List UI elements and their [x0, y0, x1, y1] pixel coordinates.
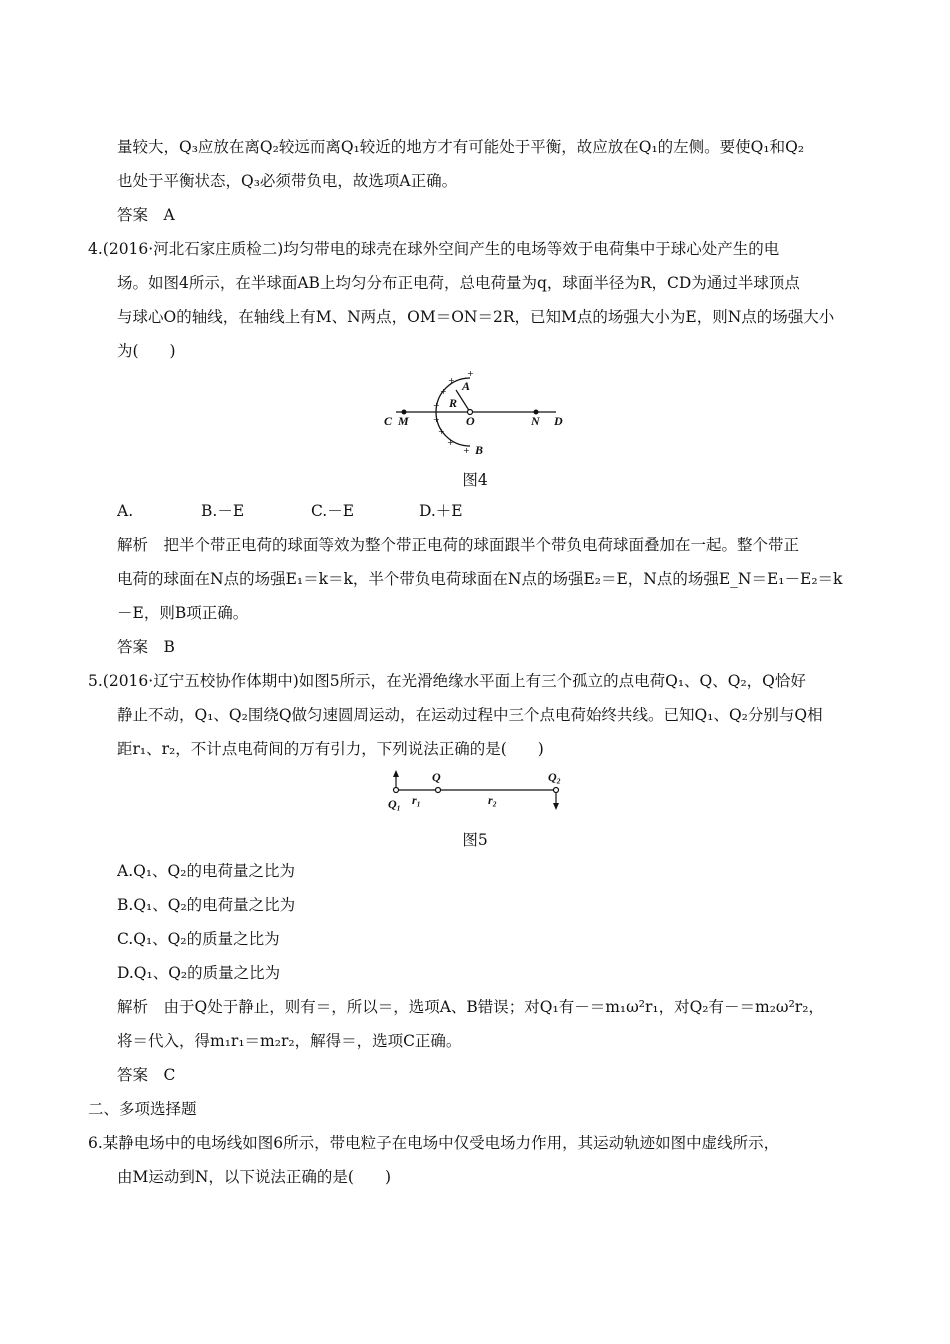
plus-charge-6: + — [438, 427, 445, 436]
q5-option-a[interactable]: A.Q₁、Q₂的电荷量之比为 — [117, 862, 295, 880]
q4-stem-line-4: 为( ) — [117, 342, 176, 360]
label-O: O — [466, 414, 475, 428]
q3-text-line-1: 量较大，Q₃应放在离Q₂较远而离Q₁较近的地方才有可能处于平衡，故应放在Q₁的左侧。要使Q₁和Q₂ — [117, 138, 805, 156]
q5-option-d[interactable]: D.Q₁、Q₂的质量之比为 — [117, 964, 281, 982]
q4-stem-line-3: 与球心O的轴线，在轴线上有M、N两点，OM＝ON＝2R，已知M点的场强大小为E，则N点的场强大小 — [117, 308, 835, 326]
q4-stem-line-2: 场。如图4所示，在半球面AB上均匀分布正电荷，总电荷量为q，球面半径为R，CD为通过半球顶点 — [117, 274, 800, 292]
plus-charge-2: + — [448, 376, 455, 385]
plus-charge-5: + — [433, 415, 440, 424]
q4-stem-line-1: 4.(2016·河北石家庄质检二)均匀带电的球壳在球外空间产生的电场等效于电荷集中于球心处产生的电 — [88, 240, 780, 258]
label-Q1: Q₁ — [388, 797, 401, 811]
q4-option-b[interactable]: B.－E — [201, 502, 245, 520]
charge-Q-dot — [436, 788, 441, 793]
label-r2: r₂ — [488, 793, 497, 807]
label-Q: Q — [432, 770, 441, 784]
q2-arrowhead — [553, 803, 559, 810]
q6-stem-line-2: 由M运动到N，以下说法正确的是( ) — [117, 1168, 392, 1186]
q5-analysis-line-1: 解析 由于Q处于静止，则有＝，所以＝，选项A、B错误；对Q₁有－＝m₁ω²r₁，对Q₂有－＝m₂ω²r₂， — [117, 998, 824, 1016]
q5-stem-line-2: 静止不动，Q₁、Q₂围绕Q做匀速圆周运动，在运动过程中三个点电荷始终共线。已知Q₁、Q₂分别与Q相 — [117, 706, 823, 724]
label-B: B — [475, 443, 484, 457]
q5-option-c[interactable]: C.Q₁、Q₂的质量之比为 — [117, 930, 280, 948]
label-A: A — [462, 379, 471, 393]
label-Q2: Q₂ — [548, 770, 561, 784]
plus-charge-4: + — [433, 401, 440, 410]
q1-arrowhead — [393, 770, 399, 777]
label-R: R — [449, 396, 458, 410]
label-r1: r₁ — [412, 793, 421, 807]
q4-analysis-line-1: 解析 把半个带正电荷的球面等效为整个带正电荷的球面跟半个带负电荷球面叠加在一起。整个带正 — [117, 536, 800, 554]
q4-option-d[interactable]: D.＋E — [419, 502, 463, 520]
q4-options — [117, 501, 463, 521]
figure-4-caption: 图4 — [462, 471, 488, 489]
q5-option-b[interactable]: B.Q₁、Q₂的电荷量之比为 — [117, 896, 296, 914]
plus-charge-8: + — [463, 446, 470, 455]
radius-line-R — [456, 390, 470, 412]
figure-4-hemisphere-diagram — [378, 366, 578, 460]
q5-answer: 答案 C — [117, 1066, 176, 1084]
label-N: N — [531, 414, 540, 428]
q6-stem-line-1: 6.某静电场中的电场线如图6所示，带电粒子在电场中仅受电场力作用，其运动轨迹如图中虚线所示， — [88, 1134, 780, 1152]
figure-5-charges-diagram — [382, 768, 572, 816]
label-M: M — [398, 414, 409, 428]
charge-Q1-dot — [394, 788, 399, 793]
q4-analysis-line-3: －E，则B项正确。 — [117, 604, 249, 622]
figure-5-caption: 图5 — [462, 831, 488, 849]
label-C: C — [384, 414, 393, 428]
q4-answer: 答案 B — [117, 638, 175, 656]
q5-analysis-line-2: 将＝代入，得m₁r₁＝m₂r₂，解得＝，选项C正确。 — [117, 1032, 462, 1050]
q4-option-a[interactable]: A. — [117, 502, 134, 520]
plus-charge-7: + — [447, 438, 454, 447]
label-D: D — [554, 414, 563, 428]
charge-Q2-dot — [554, 788, 559, 793]
q3-text-line-2: 也处于平衡状态，Q₃必须带负电，故选项A正确。 — [117, 172, 458, 190]
plus-charge-3: + — [440, 387, 447, 396]
plus-charge-1: + — [467, 369, 474, 378]
section-title-multiple-choice: 二、多项选择题 — [88, 1100, 197, 1118]
q3-answer: 答案 A — [117, 206, 175, 224]
q4-option-c[interactable]: C.－E — [311, 502, 355, 520]
q5-stem-line-1: 5.(2016·辽宁五校协作体期中)如图5所示，在光滑绝缘水平面上有三个孤立的点电荷Q₁、Q、Q₂，Q恰好 — [88, 672, 806, 690]
q4-analysis-line-2: 电荷的球面在N点的场强E₁＝k＝k，半个带负电荷球面在N点的场强E₂＝E，N点的场强E_N＝E₁－E₂＝k — [117, 570, 843, 588]
q5-stem-line-3: 距r₁、r₂，不计点电荷间的万有引力，下列说法正确的是( ) — [117, 740, 544, 758]
